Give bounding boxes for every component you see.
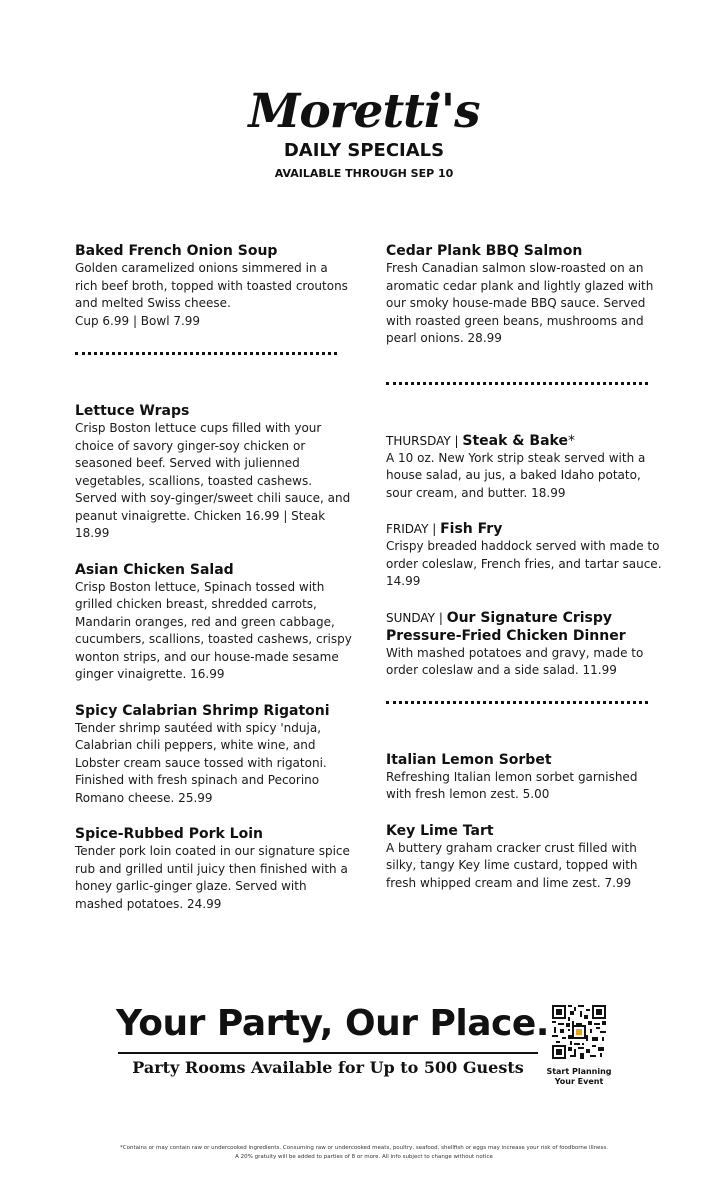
menu-item-name: Baked French Onion Soup	[75, 243, 278, 259]
promo-headline: Your Party, Our Place.	[116, 1003, 549, 1044]
menu-item-sunday-chicken	[386, 609, 664, 680]
dotted-divider	[75, 352, 337, 355]
menu-item-name: Lettuce Wraps	[75, 403, 190, 419]
menu-item-name: Spice-Rubbed Pork Loin	[75, 826, 263, 842]
gratuity-notice: A 20% gratuity will be added to parties of 8 or more. All info subject to change without notice	[235, 1154, 493, 1160]
menu-item-name: Asian Chicken Salad	[75, 561, 234, 578]
menu-item-description: A 10 oz. New York strip steak served with a house salad, au jus, a baked Idaho potato, sour cream, and butter. 18.99	[386, 450, 646, 500]
page-title: DAILY SPECIALS	[283, 140, 445, 161]
menu-item-shrimp-rigatoni	[75, 702, 353, 808]
menu-item-lemon-sorbet	[386, 751, 664, 804]
menu-item-price: Cup 6.99 | Bowl 7.99	[75, 313, 201, 328]
day-label: FRIDAY |	[386, 522, 441, 536]
foodborne-illness-warning: *Contains or may contain raw or undercooked ingredients. Consuming raw or undercooked meats, poultry, seafood, shellfish or eggs may increase your risk of foodborne illness.	[120, 1145, 608, 1151]
menu-item-name: Cedar Plank BBQ Salmon	[386, 243, 583, 259]
menu-item-cedar-plank-salmon	[386, 242, 664, 348]
menu-item-description: Crispy breaded haddock served with made to order coleslaw, French fries, and tartar sauce. 14.99	[386, 539, 662, 588]
left-menu-column	[75, 242, 353, 931]
restaurant-logo: Moretti's	[248, 84, 480, 139]
menu-item-heading	[386, 609, 664, 645]
menu-item-description: Tender shrimp sautéed with spicy 'nduja, Calabrian chili peppers, white wine, and Lobster cream sauce tossed with rigatoni. Finished with fresh spinach and Pecorino Romano cheese. 25.99	[75, 720, 327, 805]
menu-item-name: Italian Lemon Sorbet	[386, 751, 552, 768]
menu-item-name: Spicy Calabrian Shrimp Rigatoni	[75, 702, 330, 719]
dotted-divider	[386, 701, 648, 704]
menu-item-name: Steak & Bake	[462, 432, 568, 449]
menu-item-key-lime-tart	[386, 822, 664, 893]
right-menu-column	[386, 242, 664, 910]
menu-item-asian-chicken-salad	[75, 561, 353, 684]
menu-item-french-onion-soup	[75, 242, 353, 330]
menu-item-description: Crisp Boston lettuce cups filled with your choice of savory ginger-soy chicken or seasoned beef. Served with julienned vegetables, scallions, toasted cashews. Served with soy-ginger/sweet chili sauce, and peanut vinaigrette. Chicken 16.99 | Steak 18.99	[75, 421, 351, 540]
menu-item-description: Refreshing Italian lemon sorbet garnished with fresh lemon zest. 5.00	[386, 769, 638, 801]
menu-item-name: Key Lime Tart	[386, 822, 494, 839]
day-label: SUNDAY |	[386, 610, 447, 625]
day-label: THURSDAY |	[386, 433, 463, 448]
menu-item-thursday-steak	[386, 432, 664, 503]
promo-divider-line	[118, 1052, 538, 1054]
promo-subline: Party Rooms Available for Up to 500 Guests	[132, 1058, 524, 1077]
menu-item-pork-loin	[75, 825, 353, 913]
menu-item-description: Tender pork loin coated in our signature spice rub and grilled until juicy then finished with a honey garlic-ginger glaze. Served with mashed potatoes. 24.99	[75, 844, 350, 911]
menu-item-heading	[386, 432, 664, 450]
menu-item-heading	[386, 520, 664, 538]
menu-item-name: Our Signature Crispy Pressure-Fried Chicken Dinner	[386, 609, 626, 644]
qr-code-label: Start Planning Your Event	[546, 1067, 612, 1086]
menu-item-friday-fish-fry	[386, 520, 664, 591]
menu-item-description: A buttery graham cracker crust filled with silky, tangy Key lime custard, topped with fresh whipped cream and lime zest. 7.99	[386, 840, 638, 890]
menu-item-description: With mashed potatoes and gravy, made to order coleslaw and a side salad. 11.99	[386, 645, 644, 677]
availability-subtitle: AVAILABLE THROUGH SEP 10	[274, 167, 454, 180]
menu-item-name: Fish Fry	[440, 521, 503, 537]
menu-item-description: Golden caramelized onions simmered in a rich beef broth, topped with toasted croutons and melted Swiss cheese.	[75, 261, 348, 310]
dotted-divider	[386, 382, 648, 385]
menu-item-lettuce-wraps	[75, 402, 353, 543]
footer-disclaimer	[0, 1144, 728, 1162]
qr-code-icon[interactable]	[552, 1005, 606, 1059]
menu-item-description: Crisp Boston lettuce, Spinach tossed with grilled chicken breast, shredded carrots, Mandarin oranges, red and green cabbage, cucumbers, scallions, toasted cashews, crispy wonton strips, and our house-made sesame ginger vinaigrette. 16.99	[75, 579, 352, 681]
menu-item-description: Fresh Canadian salmon slow-roasted on an aromatic cedar plank and lightly glazed with our smoky house-made BBQ sauce. Served with roasted green beans, mushrooms and pearl onions. 28.99	[386, 261, 654, 345]
raw-warning-mark: *	[567, 432, 575, 449]
